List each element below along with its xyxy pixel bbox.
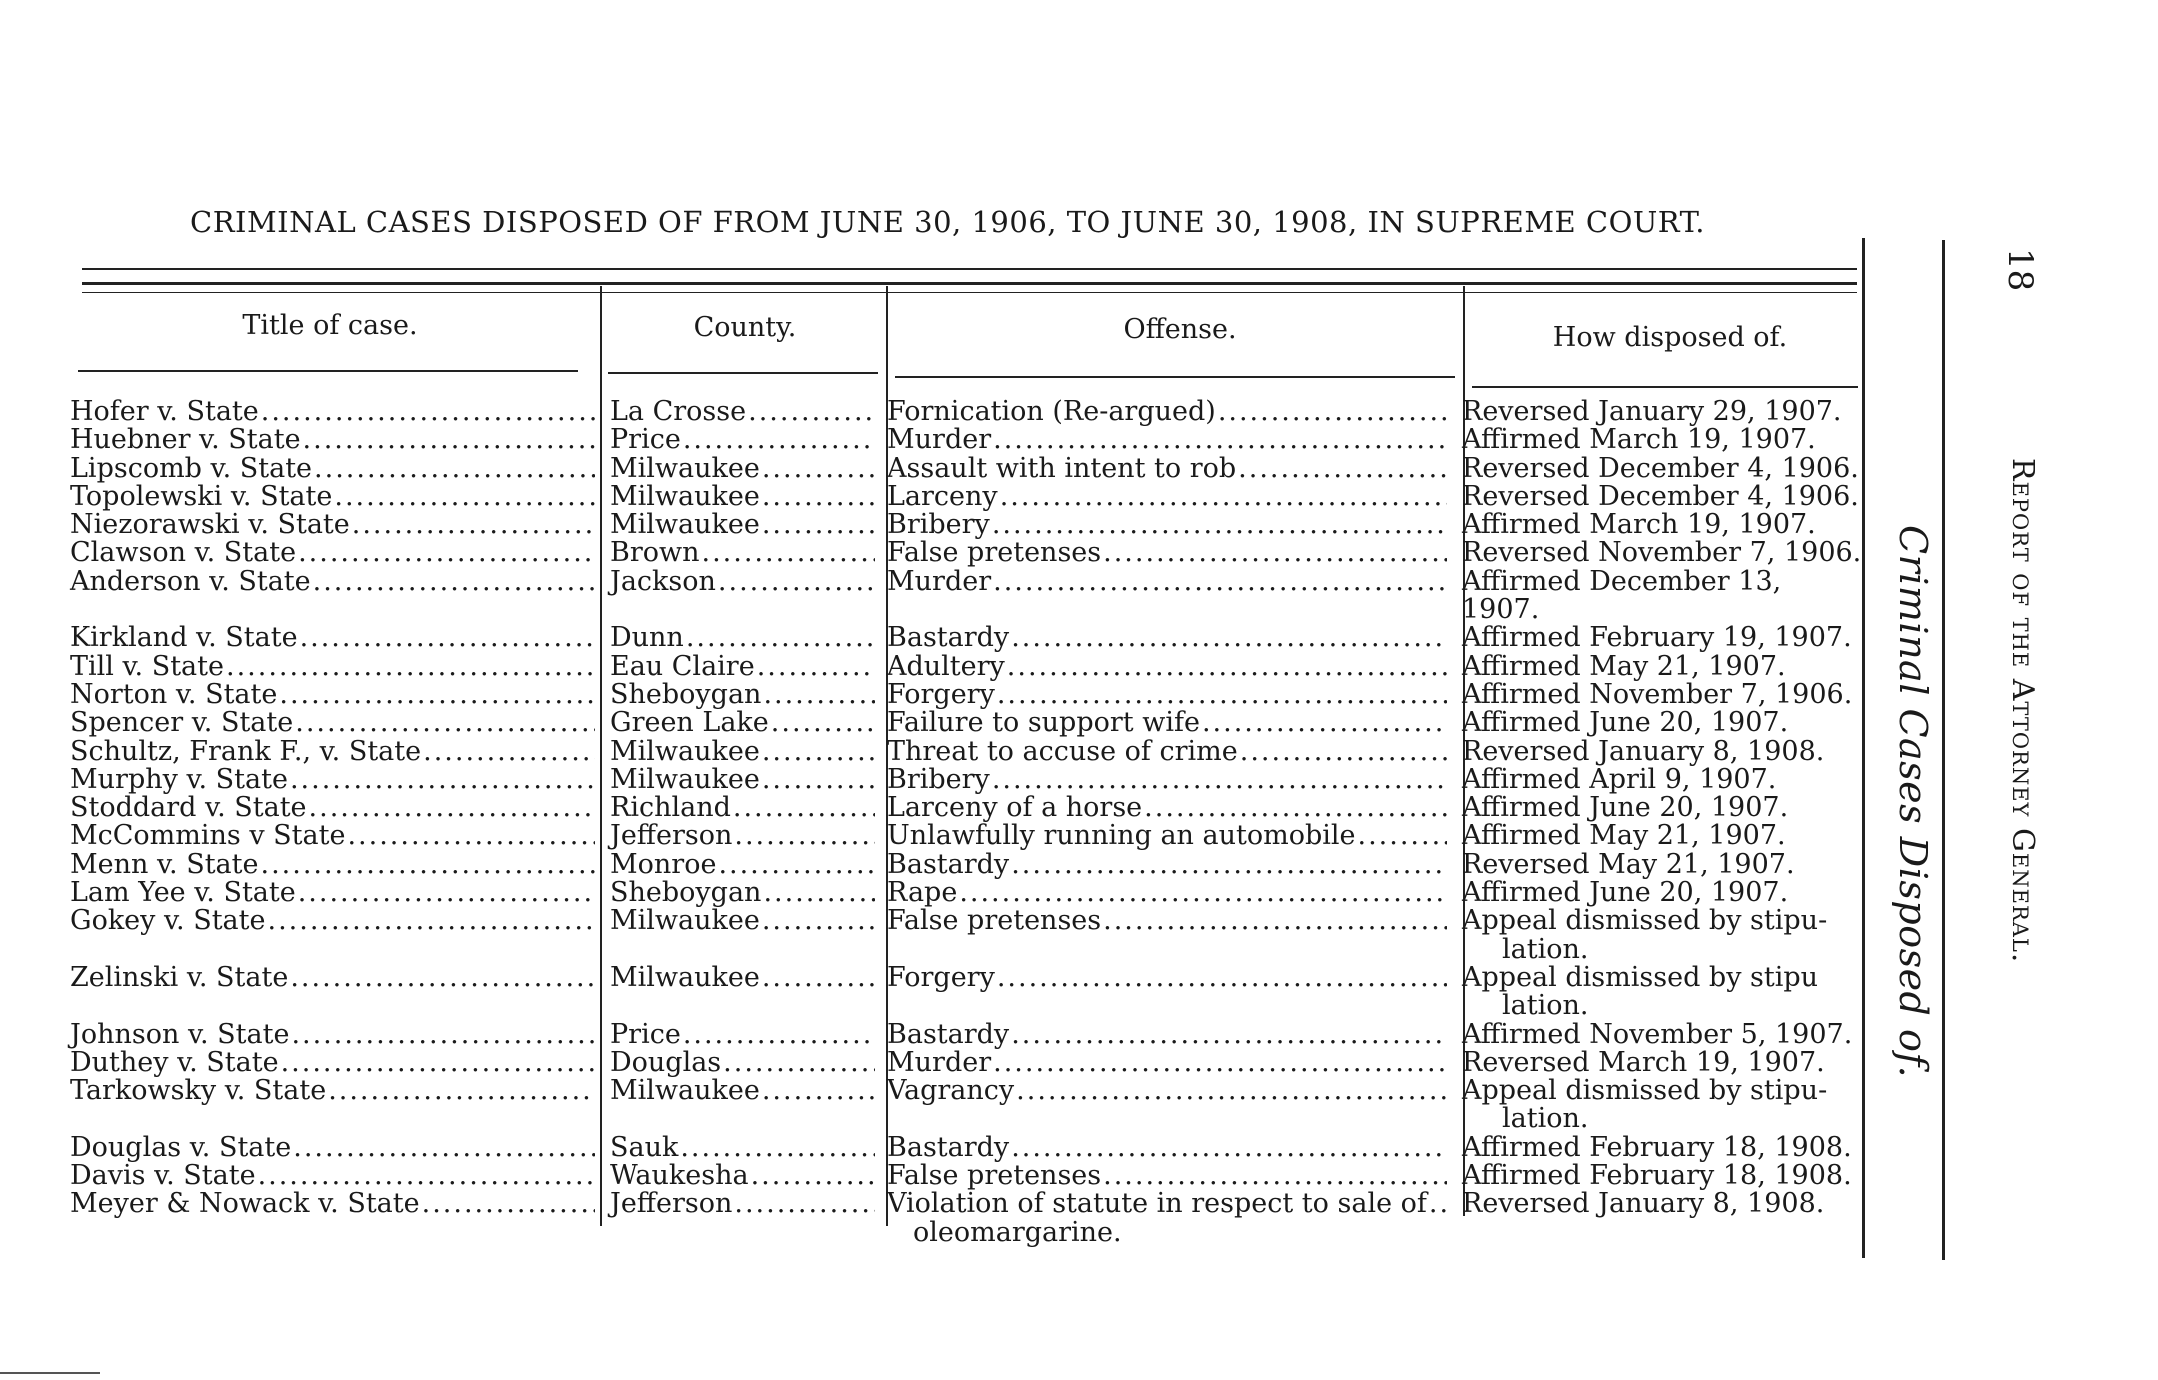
case-county: Eau Claire .....: [595, 653, 875, 681]
header-title-of-case: Title of case.: [242, 310, 418, 341]
case-title: Huebner v. State .....: [60, 426, 595, 454]
table-row: [60, 455, 1870, 483]
case-disposition: Reversed December 4, 1906.: [1462, 482, 1859, 512]
case-county: Sheboygan .....: [595, 879, 875, 907]
case-county: Milwaukee .....: [595, 1077, 875, 1105]
case-title: Stoddard v. State .....: [60, 794, 595, 822]
case-title: Hofer v. State .....: [60, 398, 595, 426]
table-row: [60, 964, 1870, 1021]
case-offense: Bribery .....: [875, 766, 1447, 794]
header-rule: [82, 292, 1857, 293]
table-row: [60, 766, 1870, 794]
margin-rule-right: [1942, 240, 1945, 1260]
case-disposition: Affirmed December 13, 1907.: [1462, 567, 1782, 625]
case-offense: Murder .....: [875, 426, 1447, 454]
case-title: Topolewski v. State .....: [60, 483, 595, 511]
bottom-edge-rule: [0, 1372, 100, 1374]
case-title: Meyer & Nowack v. State .....: [60, 1190, 595, 1218]
case-disposition: Affirmed March 19, 1907.: [1462, 511, 1816, 540]
case-disposition: Affirmed May 21, 1907.: [1462, 822, 1786, 851]
side-title: Criminal Cases Disposed of.: [1891, 525, 1935, 1079]
case-offense: Bribery .....: [875, 511, 1447, 539]
table-row: [60, 1162, 1870, 1190]
table-row: [60, 568, 1870, 625]
table-row: [60, 653, 1870, 681]
table-row: [60, 1021, 1870, 1049]
case-offense: Unlawfully running an automobile .....: [875, 822, 1447, 850]
case-title: Norton v. State .....: [60, 681, 595, 709]
table-row: [60, 681, 1870, 709]
case-offense: False pretenses .....: [875, 907, 1447, 935]
case-disposition: Reversed May 21, 1907.: [1462, 850, 1795, 880]
case-title: McCommins v State .....: [60, 822, 595, 850]
case-offense: Assault with intent to rob .....: [875, 455, 1447, 483]
case-offense: Murder .....: [875, 1049, 1447, 1077]
table-row: [60, 539, 1870, 567]
case-offense: False pretenses .....: [875, 1162, 1447, 1190]
case-offense: Forgery .....: [875, 964, 1447, 992]
case-offense: Adultery .....: [875, 653, 1447, 681]
cases-table: [60, 398, 1870, 1247]
case-offense: Threat to accuse of crime .....: [875, 738, 1447, 766]
case-offense: Bastardy .....: [875, 1021, 1447, 1049]
case-title: Johnson v. State .....: [60, 1021, 595, 1049]
header-county: County.: [693, 312, 797, 343]
header-underline-title: [78, 370, 578, 372]
case-county: Milwaukee .....: [595, 738, 875, 766]
case-county: Waukesha .....: [595, 1162, 875, 1190]
case-county: Jefferson .....: [595, 822, 875, 850]
case-offense: Murder .....: [875, 568, 1447, 596]
case-title: Zelinski v. State .....: [60, 964, 595, 992]
case-title: Murphy v. State .....: [60, 766, 595, 794]
case-disposition: Affirmed April 9, 1907.: [1462, 765, 1777, 795]
case-title: Schultz, Frank F., v. State .....: [60, 738, 595, 766]
case-disposition: Affirmed November 5, 1907.: [1462, 1020, 1853, 1049]
case-title: Douglas v. State .....: [60, 1134, 595, 1162]
table-row: [60, 426, 1870, 454]
case-title: Till v. State .....: [60, 653, 595, 681]
case-disposition: Reversed December 4, 1906.: [1462, 454, 1859, 483]
table-row: [60, 738, 1870, 766]
case-county: Milwaukee .....: [595, 511, 875, 539]
header-offense: Offense.: [1123, 314, 1237, 345]
case-title: Davis v. State .....: [60, 1162, 595, 1190]
title-rule-bottom: [82, 282, 1857, 285]
case-offense: Forgery .....: [875, 681, 1447, 709]
table-row: [60, 1077, 1870, 1134]
case-disposition: Appeal dismissed by stipu- lation.: [1462, 1077, 1828, 1134]
page-title: CRIMINAL CASES DISPOSED OF FROM JUNE 30, 1906, TO JUNE 30, 1908, IN SUPREME COURT.: [190, 205, 1705, 239]
case-county: Monroe .....: [595, 851, 875, 879]
table-row: [60, 851, 1870, 879]
case-county: Milwaukee .....: [595, 766, 875, 794]
case-disposition: Affirmed March 19, 1907.: [1462, 426, 1816, 455]
case-title: Menn v. State .....: [60, 851, 595, 879]
case-title: Kirkland v. State .....: [60, 624, 595, 652]
case-disposition: Affirmed November 7, 1906.: [1462, 680, 1853, 710]
header-underline-county: [608, 372, 878, 374]
case-disposition: Affirmed June 20, 1907.: [1462, 879, 1789, 908]
table-row: [60, 822, 1870, 850]
case-offense: Bastardy .....: [875, 851, 1447, 879]
case-title: Lipscomb v. State .....: [60, 455, 595, 483]
table-row: [60, 624, 1870, 652]
case-title: Clawson v. State .....: [60, 539, 595, 567]
case-offense: False pretenses .....: [875, 539, 1447, 567]
case-disposition: Affirmed June 20, 1907.: [1462, 794, 1789, 823]
case-title: Tarkowsky v. State .....: [60, 1077, 595, 1105]
case-disposition: Affirmed June 20, 1907.: [1462, 709, 1789, 738]
case-disposition: Reversed November 7, 1906.: [1462, 539, 1862, 568]
case-title: Lam Yee v. State .....: [60, 879, 595, 907]
table-row: [60, 1134, 1870, 1162]
case-county: Jefferson .....: [595, 1190, 875, 1218]
table-row: [60, 1190, 1870, 1247]
case-title: Duthey v. State .....: [60, 1049, 595, 1077]
case-disposition: Reversed January 29, 1907.: [1462, 398, 1842, 427]
case-disposition: Affirmed February 19, 1907.: [1462, 624, 1852, 653]
case-title: Niezorawski v. State .....: [60, 511, 595, 539]
case-offense: Failure to support wife .....: [875, 709, 1447, 737]
case-county: Price .....: [595, 1021, 875, 1049]
case-county: Milwaukee .....: [595, 483, 875, 511]
case-offense: Larceny of a horse .....: [875, 794, 1447, 822]
case-disposition: Reversed January 8, 1908.: [1462, 737, 1825, 766]
case-offense: Fornication (Re-argued) .....: [875, 398, 1447, 426]
running-head: Report of the Attorney General.: [2005, 458, 2040, 964]
table-row: [60, 483, 1870, 511]
case-disposition: Affirmed May 21, 1907.: [1462, 652, 1786, 681]
case-disposition: Appeal dismissed by stipu- lation.: [1462, 907, 1828, 964]
table-row: [60, 794, 1870, 822]
case-county: Sheboygan .....: [595, 681, 875, 709]
case-county: La Crosse .....: [595, 398, 875, 426]
case-county: Sauk .....: [595, 1134, 875, 1162]
table-row: [60, 398, 1870, 426]
case-disposition: Reversed January 8, 1908.: [1462, 1190, 1825, 1219]
case-offense: Rape .....: [875, 879, 1447, 907]
case-county: Richland .....: [595, 794, 875, 822]
case-county: Price .....: [595, 426, 875, 454]
case-county: Milwaukee .....: [595, 907, 875, 935]
table-row: [60, 879, 1870, 907]
case-county: Douglas .....: [595, 1049, 875, 1077]
case-disposition: Reversed March 19, 1907.: [1462, 1048, 1825, 1078]
table-row: [60, 1049, 1870, 1077]
header-underline-offense: [895, 376, 1455, 378]
title-rule-top: [82, 268, 1857, 270]
case-offense: Larceny .....: [875, 483, 1447, 511]
case-offense: Vagrancy .....: [875, 1077, 1447, 1105]
margin-rule-left: [1862, 238, 1865, 1258]
case-offense: Bastardy .....: [875, 1134, 1447, 1162]
case-county: Jackson .....: [595, 568, 875, 596]
table-row: [60, 511, 1870, 539]
case-county: Dunn .....: [595, 624, 875, 652]
page-number: 18: [2000, 248, 2040, 292]
case-county: Milwaukee .....: [595, 964, 875, 992]
case-offense: Violation of statute in respect to sale of ..... oleomargarine.: [875, 1190, 1447, 1247]
case-title: Gokey v. State .....: [60, 907, 595, 935]
table-row: [60, 907, 1870, 964]
case-disposition: Appeal dismissed by stipu lation.: [1462, 963, 1819, 1021]
case-disposition: Affirmed February 18, 1908.: [1462, 1162, 1852, 1191]
header-underline-disposition: [1472, 386, 1858, 388]
case-title: Spencer v. State .....: [60, 709, 595, 737]
case-disposition: Affirmed February 18, 1908.: [1462, 1133, 1852, 1163]
table-row: [60, 709, 1870, 737]
case-title: Anderson v. State .....: [60, 568, 595, 596]
case-county: Green Lake .....: [595, 709, 875, 737]
case-offense: Bastardy .....: [875, 624, 1447, 652]
case-county: Brown .....: [595, 539, 875, 567]
case-county: Milwaukee .....: [595, 455, 875, 483]
header-how-disposed: How disposed of.: [1552, 322, 1788, 353]
